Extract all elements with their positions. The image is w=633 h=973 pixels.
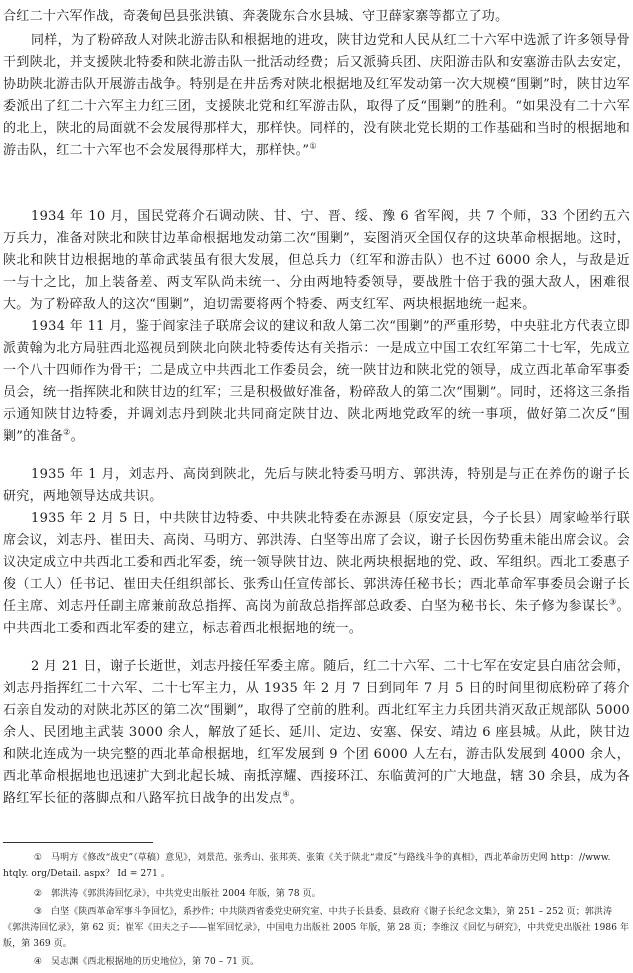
- paragraph-3: [3, 316, 630, 448]
- footnote-ref-1[interactable]: ①: [309, 141, 317, 151]
- paragraph-0: [3, 6, 630, 28]
- footnote-ref-2[interactable]: ②: [63, 427, 71, 437]
- paragraph-2: [3, 206, 630, 316]
- footnote-3-text: 白坚《陕西革命军事斗争回忆》，系抄件；中共陕西省委党史研究室、中共子长县委、县政府《谢子长纪念文集》，第 251 – 252 页；郭洪涛《郭洪涛回忆录》，第 62 页；崔军《田夫之子——崔军回忆录》，中国电力出版社 2005 年版，第 28 页；李维汉《回忆与研究》，中共党史出版社 1986 年版，第 369 页。: [3, 907, 630, 949]
- paragraph-6-text: 2 月 21 日，谢子长逝世，刘志丹接任军委主席。随后，红二十六军、二十七军在安定县白庙岔会师，刘志丹指挥红二十六军、二十七军主力，从 1935 年 2 月 7 日到同年 7 月 5 日的时间里彻底粉碎了蒋介石亲自发动的对陕北苏区的第二次“围剿”，取得了空前的胜利。西北红军主力兵团共消灭敌正规部队 5000 余人、民团地主武装 3000 余人，解放了延长、延川、定边、安塞、保安、靖边 6 座县城。从此，陕甘边和陕北连成为一块完整的西北革命根据地，红军发展到 9 个团 6000 人左右，游击队发展到 4000 余人，西北革命根据地也迅速扩大到北起长城、南抵淳耀、西接环江、东临黄河的广大地盘，辖 30 余县，成为各路红军长征的落脚点和八路军抗日战争的出发点: [3, 659, 630, 806]
- footnote-3: [3, 904, 630, 952]
- paragraph-6: [3, 656, 630, 810]
- footnote-2-text: 郭洪涛《郭洪涛回忆录》，中共党史出版社 2004 年版，第 78 页。: [51, 889, 321, 899]
- footnote-1: [3, 850, 630, 882]
- paragraph-5: [3, 508, 630, 640]
- paragraph-0-text: 合红二十六军作战，奇袭甸邑县张洪镇、奔袭陇东合水县城、守卫薛家寨等都立了功。: [3, 9, 509, 24]
- paragraph-5-end: 。中共西北工委和西北军委的建立，标志着西北根据地的统一。: [3, 599, 630, 636]
- footnote-2-number: ②: [33, 889, 43, 899]
- footnote-2: [3, 886, 630, 902]
- paragraph-3-end: 。: [70, 429, 84, 444]
- footnote-3-number: ③: [33, 907, 43, 917]
- footnote-ref-4[interactable]: ④: [282, 789, 290, 799]
- paragraph-5-text: 1935 年 2 月 5 日，中共陕甘边特委、中共陕北特委在赤源县（原安定县，今子长县）周家崄举行联席会议，刘志丹、崔田夫、高岗、马明方、郭洪涛、白坚等出席了会议，谢子长因伤势重未能出席会议。会议决定成立中共西北工委和西北军委，统一领导陕甘边、陕北两块根据地的党、政、军组织。西北工委惠子俊（工人）任书记、崔田夫任组织部长、张秀山任宣传部长、郭洪涛任秘书长；西北革命军事委员会谢子长任主席、刘志丹任副主席兼前敌总指挥、高岗为前敌总指挥部总政委、白坚为秘书长、朱子修为参谋长: [3, 511, 630, 614]
- footnote-1-number: ①: [33, 853, 43, 863]
- footnote-separator: [3, 842, 153, 843]
- footnote-4: [3, 954, 630, 970]
- footnote-4-number: ④: [33, 957, 43, 967]
- footnote-4-text: 吴志渊《西北根据地的历史地位》，第 70 – 71 页。: [51, 957, 260, 967]
- paragraph-1: [3, 30, 630, 162]
- paragraph-2-text: 1934 年 10 月，国民党蒋介石调动陕、甘、宁、晋、绥、豫 6 省军阀，共 7 个师，33 个团约五六万兵力，准备对陕北和陕甘边革命根据地发动第二次“围剿”，妄图消灭全国仅存的这块革命根据地。这时，陕北和陕甘边根据地的革命武装虽有很大发展，但总兵力（红军和游击队）也不过 6000 余人，与敌是近一与十之比，加上装备差、两支军队尚未统一、分由两地特委领导，要战胜十倍于我的强大敌人，困难很大。为了粉碎敌人的这次“围剿”，迫切需要将两个特委、两支红军、两块根据地统一起来。: [3, 209, 630, 312]
- paragraph-6-end: 。: [289, 791, 304, 806]
- paragraph-4-text: 1935 年 1 月，刘志丹、高岗到陕北，先后与陕北特委马明方、郭洪涛，特别是与正在养伤的谢子长研究，两地领导达成共识。: [3, 467, 630, 504]
- footnote-1-text: 马明方《修改“战史”（草稿）意见》，刘景范、张秀山、张邦英、张策《关于陕北“肃反”与路线斗争的真相》，西北革命历史网 http：//www. htqly. org/Detail. aspx？ Id = 271 。: [3, 853, 611, 879]
- paragraph-1-text: 同样，为了粉碎敌人对陕北游击队和根据地的进攻，陕甘边党和人民从红二十六军中选派了许多领导骨干到陕北，并支援陕北特委和陕北游击队一批活动经费；后又派骑兵团、庆阳游击队和安塞游击队去安定，协助陕北游击队开展游击战争。特别是在井岳秀对陕北根据地及红军发动第一次大规模“围剿”时，陕甘边军委派出了红二十六军主力红三团，支援陕北党和红军游击队，取得了反“围剿”的胜利。“如果没有二十六军的北上，陕北的局面就不会发展得那样大，那样快。同样的，没有陕北党长期的工作基础和当时的根据地和游击队，红二十六军也不会发展得那样大，那样快。”: [3, 33, 630, 158]
- paragraph-4: [3, 464, 630, 508]
- paragraph-3-text: 1934 年 11 月，鉴于阎家洼子联席会议的建议和敌人第二次“围剿”的严重形势，中央驻北方代表立即派黄翰为北方局驻西北巡视员到陕北向陕北特委传达有关指示：一是成立中国工农红军第二十七军，先成立一个八十四师作为骨干；二是成立中共西北工作委员会，统一陕甘边和陕北党的领导，成立西北革命军事委员会，统一指挥陕北和陕甘边的红军；三是积极做好准备，粉碎敌人的第二次“围剿”。同时，还将这三条指示通知陕甘边特委，并调刘志丹到陕北共同商定陕甘边、陕北两地党政军的统一事项，做好第二次反“围剿”的准备: [3, 319, 630, 444]
- footnote-ref-3[interactable]: ③: [609, 597, 617, 607]
